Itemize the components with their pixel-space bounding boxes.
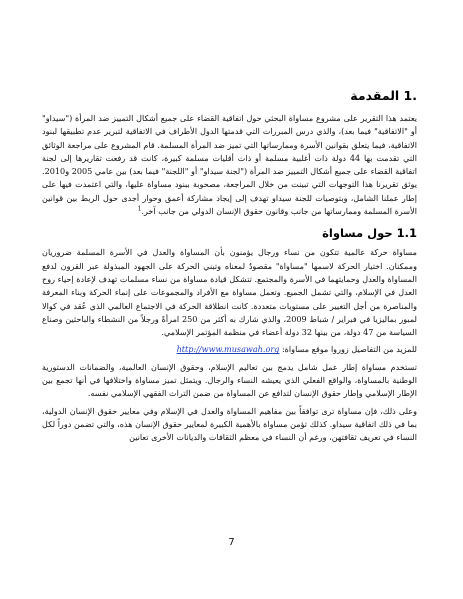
- subsection-title: حول مساواة: [322, 226, 393, 241]
- about-paragraph-1-text: مساواة حركة عالمية تتكون من نساء ورجال يؤمنون بأن المساواة والعدل في الأسرة المسلمة ضروريان وممكنان. اختيار الحركة لاسمها "مساواة" مقصودٌ لمعناه وتبني الحركة على الجهود المبذولة عبر القرون لدفع المساواة والعدل وحمايتهما في الأسرة والمجتمع. تتشكل قيادة مساواة من نساء مسلمات تهدف لإعادة إحياء روح العدل في الإسلام، والتي تشمل الجميع. وتعمل مساواة مع الأفراد والمجموعات على إنماء الحركة وبناء المعرفة والمناصرة من أجل التغيير على مستويات متعددة. كانت انطلاقة الحركة في الاجتماع العالمي الذي عُقد في كوالا لمبور بماليزيا في فبراير / شباط 2009، والذي شارك به أكثر من 250 امرأةً ورجلاً من النشطاء والباحثين وصناع السياسة من 47 دولة، من بينها 32 دولة أعضاء في منظمة المؤتمر الإسلامي.: [42, 247, 417, 338]
- website-link[interactable]: http://www.musawah.org: [176, 344, 280, 355]
- footnote-ref[interactable]: 1: [137, 205, 142, 213]
- about-paragraph-3: [42, 405, 417, 445]
- more-info-line: [42, 343, 417, 356]
- intro-paragraph-text: يعتمد هذا التقرير على مشروع مساواة البحثي حول اتفاقية القضاء على جميع أشكال التمييز ضد المرأة ("سيداو" أو "الاتفاقية" فيما بعد)، والذي درس المبررات التي قدمتها الدول الأطراف في الاتفاقية لتبرير عدم تطبيقها لبنود الاتفاقية، فيما يتعلق بقوانين الأسرة وممارساتها التي تميز ضد المرأة المسلمة. قام المشروع على مراجعة الوثائق التي تقدمت بها 44 دولة ذات أغلبية مسلمة أو ذات أقليات مسلمة كبيرة، كانت قد رفعت تقاريرها إلى لجنة اتفاقية القضاء على جميع أشكال التمييز ضد المرأة ("لجنة سيداو" أو "اللجنة" فيما بعد) بين عامي 2005 و2010. يوثق تقريرنا هذا التوجهات التي تبينت من خلال المراجعة، مصحوبة ببنود مساواة عليها، والتي اعتمدت فيها على إطار عملنا الشامل، وبتوصيات للجنة سيداو تهدف إلى إيجاد مشاركة أعمق وحوار أجدى حول الربط بين قوانين الأسرة المسلمة وممارساتها من جانب وقانون حقوق الإنسان الدولي من جانب آخر.: [42, 113, 417, 217]
- section-heading: [42, 88, 417, 103]
- about-paragraph-2-text: تستخدم مساواة إطار عمل شامل يدمج بين تعاليم الإسلام، وحقوق الإنسان العالمية، والضمانات الدستورية الوطنية بالمساواة، والواقع الفعلي الذي يعيشه النساء والرجال. ويتمثل تميز مساواة واختلافها في أنها تجمع بين الإطار الإسلامي وإطار حقوق الإنسان لتدافع عن المساواة من ضمن التراث الفقهي الإسلامي نفسه.: [42, 361, 417, 399]
- subsection-number: 1.1: [396, 226, 417, 241]
- about-paragraph-3-text: وعلى ذلك، فإن مساواة ترى توافقاً بين مفاهيم المساواة والعدل في الإسلام وفي معايير حقوق الإنسان الدولية، بما في ذلك اتفاقية سيداو. كذلك تؤمن مساواة بالأهمية الكبيرة لمعايير حقوق الإنسان هذه، والتي تضمن دوراً لكل النساء في تعريف ثقافتهن، ورغم أن النساء في معظم الثقافات والديانات الأخرى تعانين: [42, 405, 417, 443]
- section-title: المقدمة: [350, 88, 400, 103]
- more-info-text: للمزيد من التفاصيل زوروا موقع مساواة:: [281, 344, 417, 355]
- section-number: 1.: [403, 88, 417, 103]
- page-content: [42, 88, 417, 449]
- about-paragraph-2: [42, 361, 417, 401]
- intro-paragraph: [42, 112, 417, 218]
- page-number: 7: [228, 537, 235, 548]
- subsection-heading: [42, 226, 417, 240]
- about-paragraph-1: [42, 246, 417, 339]
